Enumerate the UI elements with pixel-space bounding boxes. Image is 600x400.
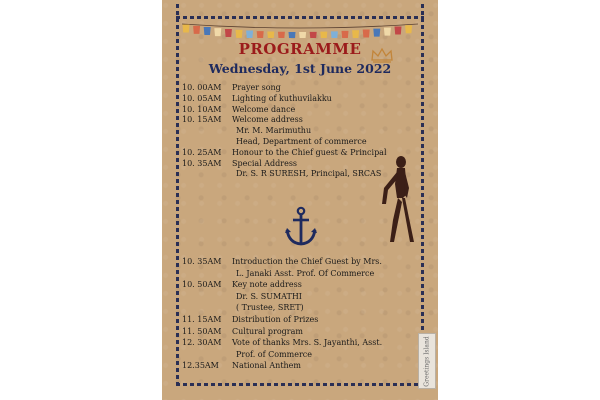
schedule-event: Prayer song (232, 83, 281, 92)
bunting-flag (299, 32, 306, 38)
schedule-row (182, 94, 332, 104)
schedule-row (182, 257, 382, 267)
schedule-row (182, 83, 281, 93)
bunting-flag (246, 31, 253, 38)
schedule-row (182, 292, 302, 302)
bunting-flag (405, 25, 412, 33)
schedule-event: National Anthem (232, 361, 301, 371)
schedule-row (182, 350, 312, 360)
schedule-row (182, 361, 301, 371)
bunting-flag (183, 25, 190, 33)
schedule-time: 10. 15AM (182, 115, 222, 125)
bunting-flag (193, 26, 200, 34)
dancer-silhouette (376, 154, 416, 244)
bunting-flag (373, 29, 380, 37)
bunting-flag (352, 30, 359, 38)
schedule-event: Vote of thanks Mrs. S. Jayanthi, Asst. (232, 338, 383, 348)
bunting-flag (395, 26, 402, 34)
bunting-flag (225, 29, 232, 37)
schedule-row (182, 159, 297, 169)
anchor-icon (284, 206, 318, 248)
bunting-flag (331, 31, 338, 38)
schedule-time: 11. 15AM (182, 315, 222, 324)
schedule-event: Welcome dance (232, 104, 296, 114)
bunting-flag (214, 28, 221, 36)
schedule-event: Head, Department of commerce (236, 137, 367, 146)
schedule-event: Cultural program (232, 326, 303, 336)
schedule-row (182, 137, 367, 147)
bunting-flag (257, 31, 264, 38)
event-date: Wednesday, 1st June 2022 (208, 61, 392, 76)
schedule-event: L. Janaki Asst. Prof. Of Commerce (236, 268, 375, 278)
bunting-flag (363, 29, 370, 37)
schedule-row (182, 338, 382, 348)
schedule-row (182, 105, 295, 115)
schedule-event: Special Address (232, 158, 298, 168)
bunting-flag (320, 32, 327, 38)
schedule-time: 10. 10AM (182, 104, 222, 114)
schedule-event: Prof. of Commerce (236, 349, 312, 359)
bunting-flag (342, 31, 349, 38)
schedule-event: Mr. M. Marimuthu (236, 126, 312, 136)
schedule-row (182, 280, 302, 290)
schedule-time: 10. 00AM (182, 83, 222, 92)
schedule-time: 12. 30AM (182, 338, 222, 348)
watermark-text: Greetings Island (423, 335, 431, 387)
schedule-row (182, 269, 374, 279)
watermark-badge (418, 333, 436, 389)
schedule-event: ( Trustee, SRET) (236, 303, 304, 313)
schedule-time: 10. 25AM (182, 147, 222, 157)
schedule-event: Dr. S. R SURESH, Principal, SRCAS (236, 169, 382, 179)
schedule-row (182, 303, 304, 313)
bunting-flag (289, 32, 296, 38)
schedule-time: 12.35AM (182, 361, 219, 371)
schedule-row (182, 169, 381, 179)
schedule-event: Lighting of kuthuvilakku (232, 93, 332, 103)
bunting-flag (384, 28, 391, 36)
rope-border-top (176, 16, 424, 19)
schedule-event: Dr. S. SUMATHI (236, 291, 302, 301)
schedule-row (182, 327, 303, 337)
bunting-flag (236, 30, 243, 38)
rope-border-bottom (176, 383, 424, 386)
bunting-flag (204, 27, 211, 35)
schedule-event: Honour to the Chief guest & Principal (232, 147, 387, 157)
bunting-decoration (182, 22, 418, 38)
schedule-time: 10. 35AM (182, 257, 222, 266)
schedule-event: Welcome address (232, 115, 303, 125)
schedule-row (182, 115, 303, 125)
schedule-row (182, 148, 387, 158)
schedule-time: 10. 05AM (182, 93, 222, 103)
bunting-flag (310, 32, 317, 38)
schedule-time: 11. 50AM (182, 326, 222, 336)
schedule-time: 10. 35AM (182, 158, 222, 168)
page-title: PROGRAMME (238, 40, 362, 58)
schedule-event: Distribution of Prizes (232, 315, 319, 324)
schedule-row (182, 315, 318, 325)
schedule-time: 10. 50AM (182, 280, 222, 290)
schedule-event: Introduction the Chief Guest by Mrs. (232, 257, 382, 266)
schedule-event: Key note address (232, 280, 302, 290)
schedule-row (182, 126, 311, 136)
programme-card (162, 0, 438, 400)
bunting-flag (267, 32, 274, 38)
bunting-flag (278, 32, 285, 38)
